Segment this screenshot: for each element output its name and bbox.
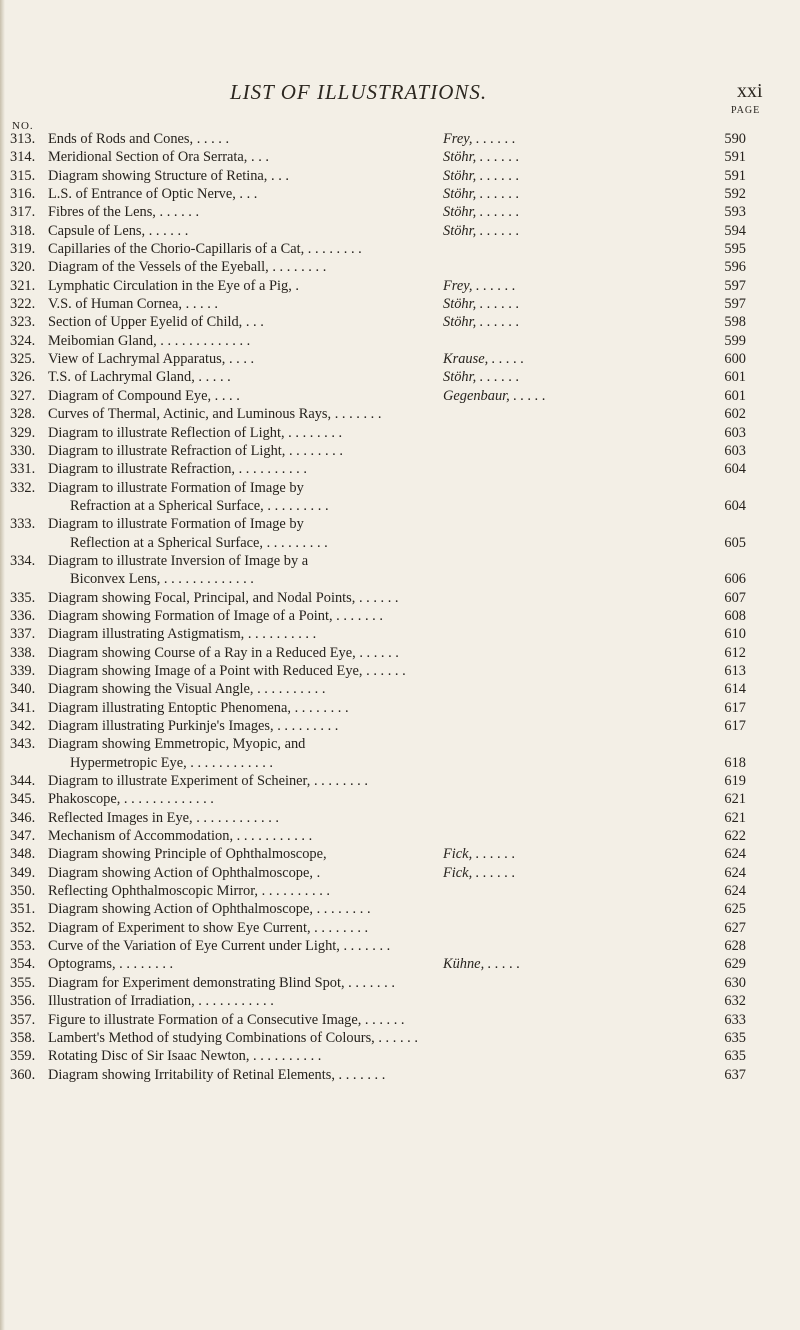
list-item	[10, 1066, 770, 1084]
figure-source: Gegenbaur, . . . . .	[443, 387, 546, 404]
page-number: 600	[724, 351, 746, 368]
list-item	[10, 332, 770, 350]
figure-number: 342.	[10, 718, 36, 734]
figure-title: Diagram illustrating Astigmatism, . . . . . . . . . .	[48, 626, 317, 643]
page-number: 622	[724, 828, 746, 845]
figure-title: T.S. of Lachrymal Gland, . . . . .	[48, 369, 231, 386]
list-item	[10, 827, 770, 845]
figure-source: Frey, . . . . . .	[443, 131, 516, 147]
list-item	[10, 790, 770, 808]
figure-title-continuation: Refraction at a Spherical Surface, . . . . . . . . .	[70, 497, 329, 514]
list-item	[10, 735, 770, 772]
figure-title: Diagram showing Action of Ophthalmoscope, . . . . . . . .	[48, 901, 371, 918]
list-item	[10, 1047, 770, 1065]
figure-title: Mechanism of Accommodation, . . . . . . . . . . .	[48, 828, 313, 845]
list-item	[10, 479, 770, 516]
figure-title: View of Lachrymal Apparatus, . . . .	[48, 351, 255, 368]
figure-number: 326.	[10, 369, 36, 386]
figure-title: Diagram for Experiment demonstrating Blind Spot, . . . . . . .	[48, 974, 395, 991]
figure-number: 350.	[10, 883, 36, 900]
figure-source: Frey, . . . . . .	[443, 277, 516, 294]
list-item	[10, 460, 770, 478]
figure-number: 315.	[10, 167, 36, 184]
list-item	[10, 185, 770, 203]
list-item	[10, 258, 770, 276]
figure-number: 356.	[10, 993, 36, 1010]
list-item	[10, 552, 770, 589]
page-number: 614	[724, 681, 746, 698]
page-number: 599	[724, 332, 746, 349]
figure-number: 320.	[10, 259, 36, 276]
list-item	[10, 1011, 770, 1029]
list-item	[10, 295, 770, 313]
page-number: 629	[724, 956, 746, 973]
figure-number: 347.	[10, 828, 36, 845]
figure-title: Diagram showing Structure of Retina, . . .	[48, 167, 289, 184]
figure-number: 338.	[10, 644, 36, 661]
figure-title-continuation: Biconvex Lens, . . . . . . . . . . . . .	[70, 571, 254, 588]
figure-number: 329.	[10, 424, 36, 441]
list-item	[10, 589, 770, 607]
list-item	[10, 680, 770, 698]
list-item	[10, 772, 770, 790]
list-item	[10, 368, 770, 386]
figure-number: 322.	[10, 296, 36, 313]
figure-title-continuation: Reflection at a Spherical Surface, . . . . . . . . .	[70, 534, 328, 551]
page-number: 630	[724, 974, 746, 991]
list-item	[10, 222, 770, 240]
list-item	[10, 900, 770, 918]
figure-title: Diagram showing Course of a Ray in a Reduced Eye, . . . . . .	[48, 644, 399, 661]
figure-title: Figure to illustrate Formation of a Consecutive Image, . . . . . .	[48, 1011, 405, 1028]
figure-title: Diagram to illustrate Refraction, . . . . . . . . . .	[48, 461, 307, 478]
figure-title: Illustration of Irradiation, . . . . . . . . . . .	[48, 993, 274, 1010]
figure-source: Krause, . . . . .	[443, 351, 525, 368]
list-item	[10, 1029, 770, 1047]
list-item	[10, 937, 770, 955]
figure-title: Capillaries of the Chorio-Capillaris of a Cat, . . . . . . . .	[48, 241, 362, 258]
figure-title: Phakoscope, . . . . . . . . . . . . .	[48, 791, 214, 808]
page-number: 619	[724, 773, 746, 790]
figure-title: Diagram to illustrate Reflection of Light, . . . . . . . .	[48, 424, 343, 441]
figure-title: Diagram of the Vessels of the Eyeball, . . . . . . . .	[48, 259, 327, 276]
figure-title: Lymphatic Circulation in the Eye of a Pig, .	[48, 277, 299, 294]
figure-title: Diagram showing the Visual Angle, . . . . . . . . . .	[48, 681, 326, 698]
list-item	[10, 167, 770, 185]
figure-title: Diagram to illustrate Formation of Image by	[48, 516, 304, 533]
figure-number: 351.	[10, 901, 36, 918]
list-item	[10, 882, 770, 900]
figure-number: 344.	[10, 773, 36, 790]
page-number: 613	[724, 662, 746, 679]
figure-title: Curve of the Variation of Eye Current under Light, . . . . . . .	[48, 938, 391, 955]
running-title: LIST OF ILLUSTRATIONS.	[230, 80, 488, 104]
column-header-number: NO.	[12, 120, 34, 132]
figure-number: 330.	[10, 442, 36, 459]
list-item	[10, 919, 770, 937]
figure-source: Stöhr, . . . . . .	[443, 296, 520, 313]
figure-number: 336.	[10, 607, 36, 624]
figure-source: Fick, . . . . . .	[443, 864, 516, 881]
page-number: 591	[724, 167, 746, 184]
list-item	[10, 992, 770, 1010]
list-item	[10, 607, 770, 625]
list-item	[10, 203, 770, 221]
figure-title: Diagram showing Principle of Ophthalmoscope,	[48, 846, 327, 863]
list-item	[10, 864, 770, 882]
figure-number: 353.	[10, 938, 36, 955]
figure-source: Stöhr, . . . . . .	[443, 369, 520, 386]
figure-title: Reflecting Ophthalmoscopic Mirror, . . . . . . . . . .	[48, 883, 330, 900]
page-number: 603	[724, 442, 746, 459]
figure-number: 352.	[10, 919, 36, 936]
figure-title: Diagram showing Emmetropic, Myopic, and	[48, 736, 306, 753]
list-item	[10, 644, 770, 662]
list-item	[10, 130, 770, 148]
figure-number: 316.	[10, 186, 36, 203]
list-item	[10, 515, 770, 552]
figure-title: Lambert's Method of studying Combinations of Colours, . . . . . .	[48, 1029, 418, 1046]
figure-title: Fibres of the Lens, . . . . . .	[48, 204, 200, 221]
figure-title: Diagram illustrating Entoptic Phenomena, . . . . . . . .	[48, 699, 349, 716]
list-item	[10, 662, 770, 680]
page-number: 597	[724, 296, 746, 313]
list-item	[10, 405, 770, 423]
figure-number: 355.	[10, 974, 36, 991]
figure-title: Diagram of Compound Eye, . . . .	[48, 387, 240, 404]
page-number: 595	[724, 241, 746, 258]
page-number: 596	[724, 259, 746, 276]
page-number: 607	[724, 589, 746, 606]
list-item	[10, 313, 770, 331]
page-binding-edge	[0, 0, 5, 1330]
page-number: 601	[724, 369, 746, 386]
page-folio: xxi	[737, 80, 763, 102]
figure-source: Stöhr, . . . . . .	[443, 204, 520, 221]
figure-number: 317.	[10, 204, 36, 221]
figure-number: 343.	[10, 736, 36, 753]
figure-source: Stöhr, . . . . . .	[443, 186, 520, 203]
illustration-list	[10, 130, 770, 1084]
figure-number: 349.	[10, 864, 36, 881]
figure-number: 321.	[10, 277, 36, 294]
figure-title: Diagram illustrating Purkinje's Images, . . . . . . . . .	[48, 718, 339, 734]
page-number: 594	[724, 222, 746, 239]
figure-number: 360.	[10, 1066, 36, 1083]
column-header-page: PAGE	[731, 105, 761, 116]
figure-title: Ends of Rods and Cones, . . . . .	[48, 131, 230, 147]
page-number: 612	[724, 644, 746, 661]
figure-number: 314.	[10, 149, 36, 166]
page-number: 627	[724, 919, 746, 936]
list-item	[10, 625, 770, 643]
figure-title: Diagram to illustrate Experiment of Scheiner, . . . . . . . .	[48, 773, 368, 790]
page-number: 628	[724, 938, 746, 955]
page-number: 593	[724, 204, 746, 221]
figure-number: 328.	[10, 406, 36, 423]
figure-title: Diagram to illustrate Inversion of Image by a	[48, 552, 309, 569]
figure-title: Diagram showing Formation of Image of a Point, . . . . . . .	[48, 607, 383, 624]
page-number: 604	[724, 461, 746, 478]
figure-number: 313.	[10, 131, 36, 147]
figure-title: Diagram to illustrate Formation of Image by	[48, 479, 304, 496]
page-number: 605	[724, 534, 746, 551]
list-item	[10, 845, 770, 863]
page-number: 617	[724, 699, 746, 716]
figure-number: 332.	[10, 479, 36, 496]
figure-title-continuation: Hypermetropic Eye, . . . . . . . . . . . .	[70, 754, 274, 771]
figure-number: 340.	[10, 681, 36, 698]
figure-title: Diagram showing Irritability of Retinal Elements, . . . . . . .	[48, 1066, 386, 1083]
figure-source: Kühne, . . . . .	[443, 956, 521, 973]
figure-title: Diagram showing Focal, Principal, and Nodal Points, . . . . . .	[48, 589, 399, 606]
page-number: 635	[724, 1029, 746, 1046]
list-item	[10, 350, 770, 368]
page-number: 603	[724, 424, 746, 441]
figure-number: 345.	[10, 791, 36, 808]
list-item	[10, 809, 770, 827]
list-item	[10, 387, 770, 405]
figure-title: Reflected Images in Eye, . . . . . . . . . . . .	[48, 809, 279, 826]
list-item	[10, 148, 770, 166]
figure-title: Diagram showing Image of a Point with Reduced Eye, . . . . . .	[48, 662, 406, 679]
figure-number: 327.	[10, 387, 36, 404]
figure-title: Diagram showing Action of Ophthalmoscope, .	[48, 864, 321, 881]
figure-title: Capsule of Lens, . . . . . .	[48, 222, 189, 239]
page-number: 637	[724, 1066, 746, 1083]
list-item	[10, 717, 770, 735]
figure-number: 357.	[10, 1011, 36, 1028]
figure-number: 335.	[10, 589, 36, 606]
page-number: 624	[724, 846, 746, 863]
figure-title: Diagram of Experiment to show Eye Current, . . . . . . . .	[48, 919, 369, 936]
page-number: 621	[724, 791, 746, 808]
figure-number: 324.	[10, 332, 36, 349]
page-number: 635	[724, 1048, 746, 1065]
figure-source: Fick, . . . . . .	[443, 846, 516, 863]
page-number: 601	[724, 387, 746, 404]
page-number: 598	[724, 314, 746, 331]
page-number: 633	[724, 1011, 746, 1028]
page-number: 624	[724, 864, 746, 881]
figure-number: 359.	[10, 1048, 36, 1065]
figure-number: 346.	[10, 809, 36, 826]
page-number: 604	[724, 497, 746, 514]
page-number: 632	[724, 993, 746, 1010]
figure-source: Stöhr, . . . . . .	[443, 222, 520, 239]
page-number: 624	[724, 883, 746, 900]
figure-number: 334.	[10, 552, 36, 569]
figure-number: 318.	[10, 222, 36, 239]
figure-number: 339.	[10, 662, 36, 679]
page-number: 625	[724, 901, 746, 918]
page-number: 591	[724, 149, 746, 166]
figure-title: Rotating Disc of Sir Isaac Newton, . . . . . . . . . .	[48, 1048, 322, 1065]
figure-source: Stöhr, . . . . . .	[443, 167, 520, 184]
figure-title: Meridional Section of Ora Serrata, . . .	[48, 149, 269, 166]
list-item	[10, 277, 770, 295]
figure-number: 337.	[10, 626, 36, 643]
page-number: 610	[724, 626, 746, 643]
page-number: 597	[724, 277, 746, 294]
list-item	[10, 699, 770, 717]
figure-number: 319.	[10, 241, 36, 258]
figure-title: L.S. of Entrance of Optic Nerve, . . .	[48, 186, 258, 203]
figure-number: 354.	[10, 956, 36, 973]
figure-title: Section of Upper Eyelid of Child, . . .	[48, 314, 264, 331]
figure-title: V.S. of Human Cornea, . . . . .	[48, 296, 219, 313]
list-item	[10, 424, 770, 442]
figure-title: Diagram to illustrate Refraction of Light, . . . . . . . .	[48, 442, 343, 459]
figure-number: 331.	[10, 461, 36, 478]
list-item	[10, 955, 770, 973]
figure-title: Curves of Thermal, Actinic, and Luminous Rays, . . . . . . .	[48, 406, 382, 423]
figure-source: Stöhr, . . . . . .	[443, 149, 520, 166]
page-number: 608	[724, 607, 746, 624]
figure-title: Meibomian Gland, . . . . . . . . . . . . .	[48, 332, 251, 349]
page-number: 606	[724, 571, 746, 588]
page-number: 617	[724, 718, 746, 734]
figure-title: Optograms, . . . . . . . .	[48, 956, 174, 973]
figure-number: 348.	[10, 846, 36, 863]
figure-number: 325.	[10, 351, 36, 368]
figure-source: Stöhr, . . . . . .	[443, 314, 520, 331]
list-item	[10, 974, 770, 992]
figure-number: 323.	[10, 314, 36, 331]
page-number: 602	[724, 406, 746, 423]
page-number: 590	[724, 131, 746, 147]
figure-number: 341.	[10, 699, 36, 716]
figure-number: 358.	[10, 1029, 36, 1046]
page-number: 621	[724, 809, 746, 826]
page-number: 592	[724, 186, 746, 203]
figure-number: 333.	[10, 516, 36, 533]
list-item	[10, 240, 770, 258]
list-item	[10, 442, 770, 460]
page-number: 618	[724, 754, 746, 771]
